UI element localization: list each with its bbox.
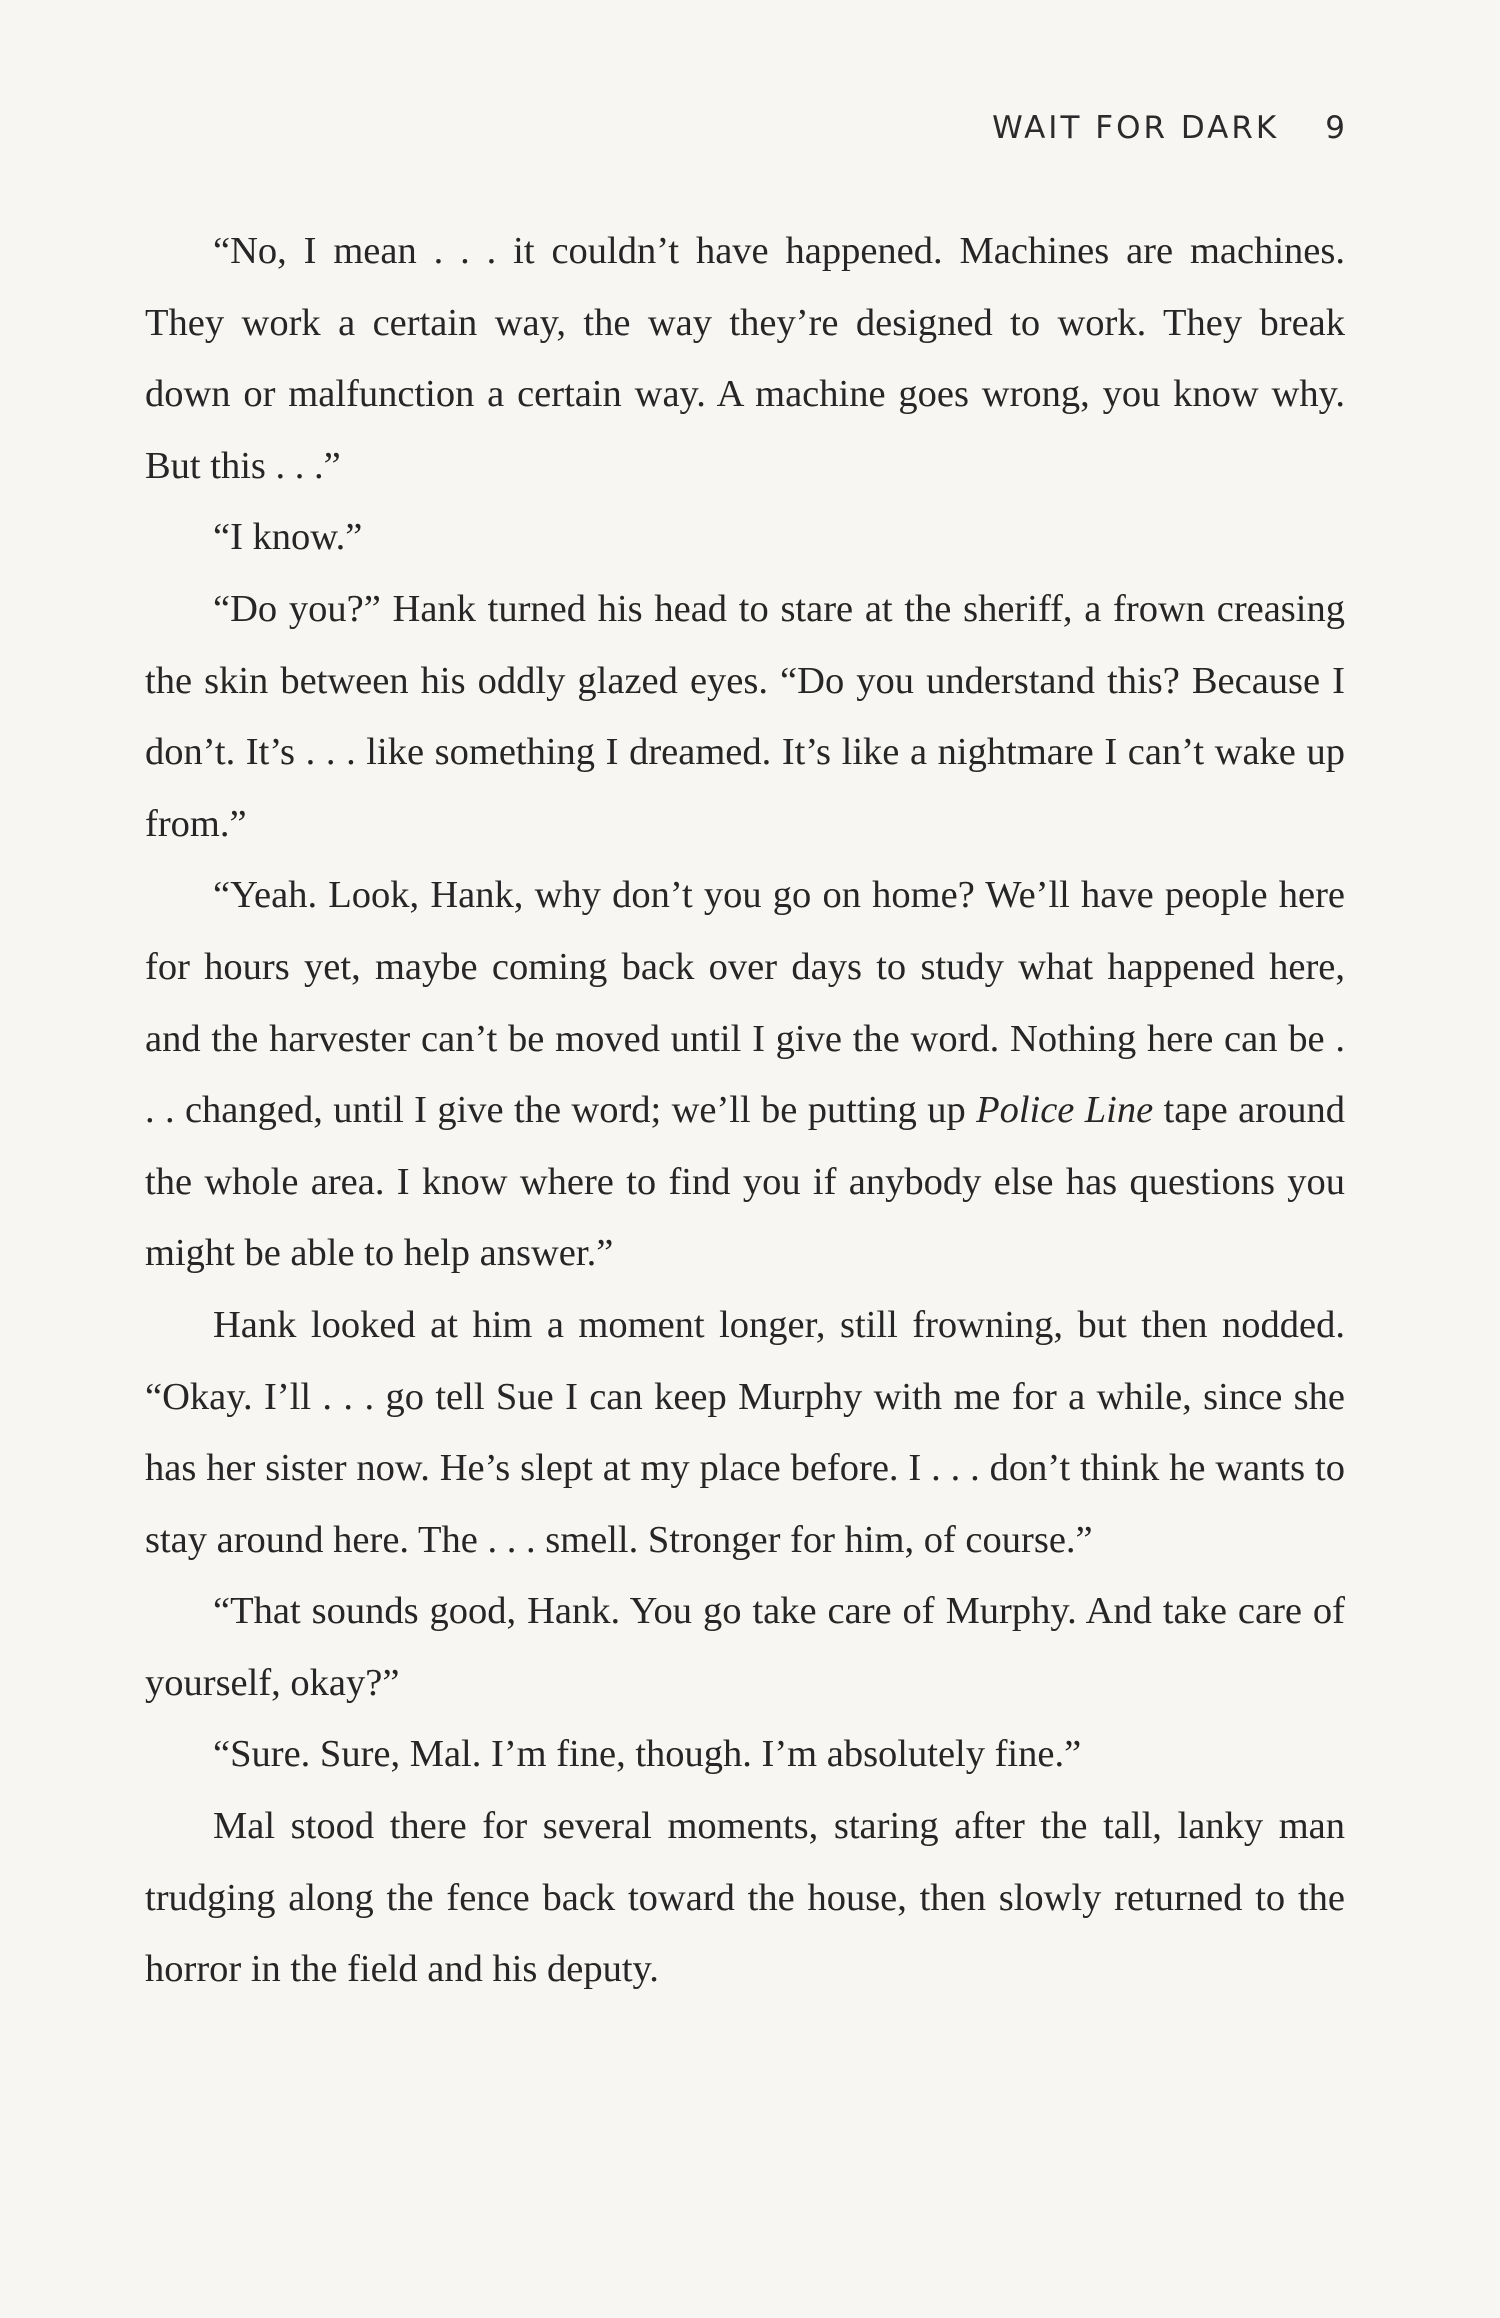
police-line-italic: Police Line [976,1089,1154,1132]
paragraph-5: Hank looked at him a moment longer, still frowning, but then nodded. “Okay. I’ll . . . go tell Sue I can keep Murphy with me for a while, since she has her sister now. He’s slept at my place before. I . . . don’t think he wants to stay around here. The . . . smell. Stronger for him, of course.” [145,1303,1345,1561]
paragraph-1: “No, I mean . . . it couldn’t have happened. Machines are machines. They work a certain way, the way they’re designed to work. They break down or malfunction a certain way. A machine goes wrong, you know why. But this . . .” [145,230,1345,487]
paragraph-8: Mal stood there for several moments, staring after the tall, lanky man trudging along the fence back toward the house, then slowly returned to the horror in the field and his deputy. [145,1805,1345,1991]
paragraph-4-text-before: “Yeah. Look, Hank, why don’t you go on home? We’ll have people here for hours yet, maybe coming back over days to study what happened here, and the harvester can’t be moved until I give the word. Nothing here can be . . . changed, until I give the word; we’ll be putting up [145,874,1345,1132]
running-head [992,110,1345,146]
paragraph-4-text-after: tape around the whole area. I know where to find you if anybody else has questions you might be able to help answer.” [145,1089,1345,1275]
paragraph-4 [145,860,1345,1290]
paragraph-7: “Sure. Sure, Mal. I’m fine, though. I’m absolutely fine.” [213,1733,1082,1776]
running-head-title: WAIT FOR DARK [992,110,1280,146]
paragraph-3: “Do you?” Hank turned his head to stare at the sheriff, a frown creasing the skin between his oddly glazed eyes. “Do you understand this? Because I don’t. It’s . . . like something I dreamed. It’s like a nightmare I can’t wake up from.” [145,587,1345,845]
paragraph-2: “I know.” [213,516,363,559]
paragraph-6: “That sounds good, Hank. You go take care of Murphy. And take care of yourself, okay?” [145,1590,1345,1704]
body-text [145,216,1345,2006]
page-number: 9 [1325,110,1345,146]
